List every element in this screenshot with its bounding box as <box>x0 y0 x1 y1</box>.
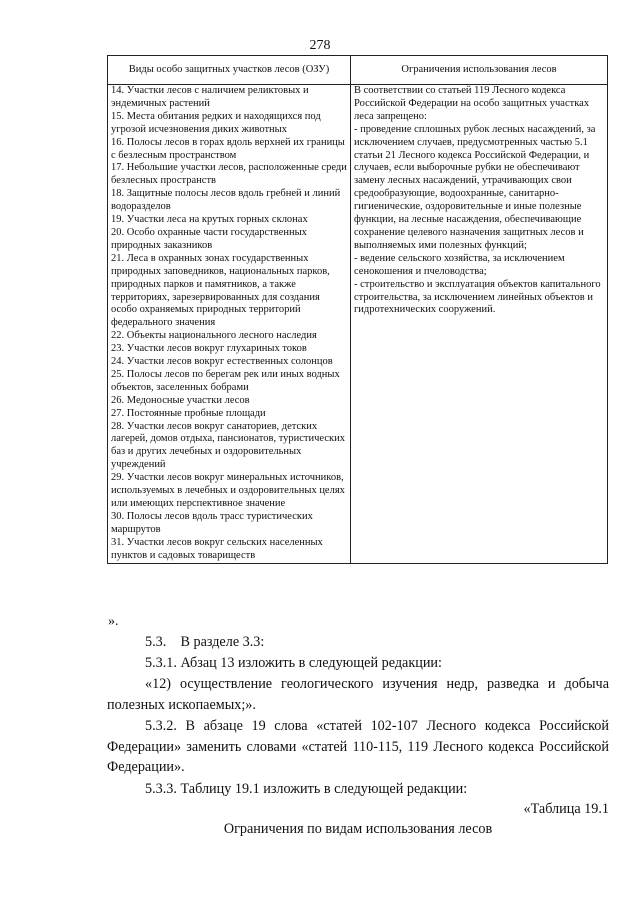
list-item: 31. Участки лесов вокруг сельских населенных пунктов и садовых товариществ <box>111 536 323 561</box>
list-item: 19. Участки леса на крутых горных склонах <box>111 214 308 226</box>
list-item: 21. Леса в охранных зонах государственных природных заповедников, национальных парков, природных парков и памятников, а также территориях, зарезервированных для создания особо охраняемых природных территорий федерального значения <box>111 252 330 329</box>
list-item: 23. Участки лесов вокруг глухариных токов <box>111 343 307 355</box>
section-5-3-1: 5.3.1. Абзац 13 изложить в следующей редакции: <box>145 655 442 671</box>
list-item: 25. Полосы лесов по берегам рек или иных водных объектов, заселенных бобрами <box>111 368 340 393</box>
table-title: Ограничения по видам использования лесов <box>223 821 493 837</box>
list-item: 28. Участки лесов вокруг санаториев, детских лагерей, домов отдыха, пансионатов, туристических баз и других лечебных и оздоровительных учреждений <box>111 420 345 471</box>
section-5-3-3: 5.3.3. Таблицу 19.1 изложить в следующей редакции: <box>145 781 468 797</box>
header-col-restrictions: Ограничения использования лесов <box>351 56 608 85</box>
closing-quote: ». <box>108 614 119 629</box>
list-item: 24. Участки лесов вокруг естественных солонцов <box>111 356 333 368</box>
list-item: 18. Защитные полосы лесов вдоль гребней и линий водоразделов <box>111 188 341 213</box>
table-reference: «Таблица 19.1 <box>523 801 609 817</box>
list-item: 27. Постоянные пробные площади <box>111 407 266 419</box>
page-number: 278 <box>309 38 331 53</box>
list-item: 14. Участки лесов с наличием реликтовых и эндемичных растений <box>111 85 309 109</box>
list-item: 30. Полосы лесов вдоль трасс туристических маршрутов <box>111 510 313 535</box>
list-item: 20. Особо охранные части государственных природных заказников <box>111 226 307 251</box>
forest-types-cell <box>108 85 351 564</box>
list-item: 17. Небольшие участки лесов, расположенные среди безлесных пространств <box>111 162 347 187</box>
section-5-3-2: 5.3.2. В абзаце 19 слова «статей 102-107 Лесного кодекса Российской Федерации» заменить словами «статей 110-115, 119 Лесного кодекса Российской Федерации». <box>107 718 609 775</box>
list-item: 29. Участки лесов вокруг минеральных источников, используемых в лечебных и оздоровительных целях или имеющих перспективное значение <box>111 472 345 509</box>
restrictions-cell: В соответствии со статьей 119 Лесного кодекса Российской Федерации на особо защитных участках леса запрещено: - проведение сплошных рубок лесных насаждений, за исключением случаев, предусмотренных частью 5.1 статьи 21 Лесного кодекса Российской Федерации, и случаев, если выборочные рубки не обеспечивают замену лесных насаждений, утрачивающих свои средообразующие, водоохранные, санитарно-гигиенические, оздоровительные и иные полезные функции, на лесные насаждения, обеспечивающие сохранение целевого назначения защитных лесов и выполняемых ими полезных функций; - ведение сельского хозяйства, за исключением сенокошения и пчеловодства; - строительство и эксплуатация объектов капитального строительства, за исключением линейных объектов и гидротехнических сооружений. <box>351 85 608 564</box>
header-col-forest-types: Виды особо защитных участков лесов (ОЗУ) <box>108 56 351 85</box>
list-item: 26. Медоносные участки лесов <box>111 394 250 406</box>
list-item: 22. Объекты национального лесного наследия <box>111 330 317 342</box>
list-item: 15. Места обитания редких и находящихся под угрозой исчезновения диких животных <box>111 110 321 135</box>
table-header-row <box>108 56 608 85</box>
list-item: 16. Полосы лесов в горах вдоль верхней их границы с безлесным пространством <box>111 136 345 161</box>
paragraph-12-text: «12) осуществление геологического изучения недр, разведка и добыча полезных ископаемых;». <box>107 676 609 713</box>
table-row <box>108 85 608 564</box>
restrictions-table <box>107 55 608 564</box>
section-5-3: 5.3. В разделе 3.3: <box>145 634 265 650</box>
